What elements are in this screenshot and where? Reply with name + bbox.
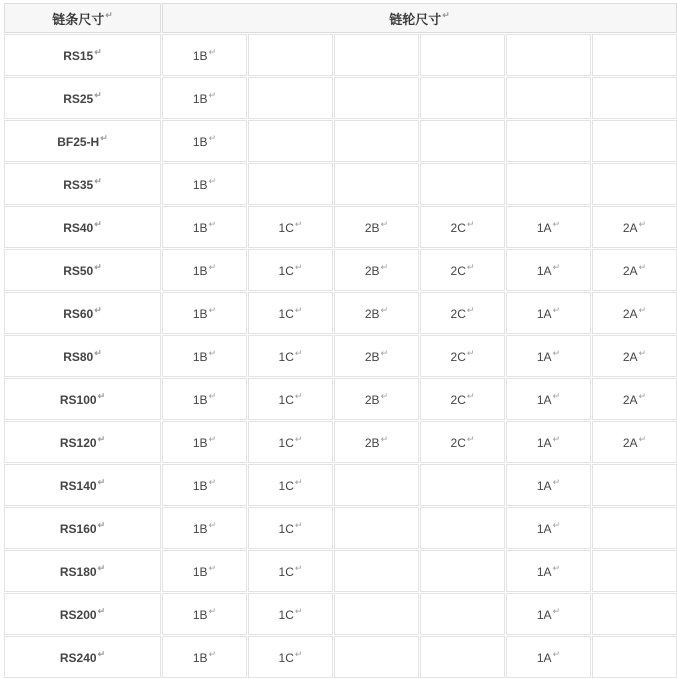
size-cell [592,249,677,291]
empty-cell [334,163,419,205]
size-cell [334,292,419,334]
pilcrow-mark-icon: ↵ [208,176,217,186]
size-value: 1B [192,92,208,106]
size-cell [162,636,247,678]
size-value: 1A [536,479,552,493]
pilcrow-mark-icon: ↵ [94,47,102,57]
row-label: RS160 [59,522,97,536]
size-cell [592,292,677,334]
size-value: 1A [536,307,552,321]
pilcrow-mark-icon: ↵ [442,10,450,21]
row-label: RS80 [63,350,94,364]
table-row [4,34,677,76]
pilcrow-mark-icon: ↵ [638,391,647,401]
size-cell [248,378,333,420]
row-label-cell [4,249,161,291]
empty-cell [420,464,505,506]
row-label: RS25 [63,92,94,106]
empty-cell [420,636,505,678]
pilcrow-mark-icon: ↵ [466,305,475,315]
pilcrow-mark-icon: ↵ [294,219,303,229]
size-cell [506,335,591,377]
size-cell [162,249,247,291]
size-cell [506,636,591,678]
table-row [4,120,677,162]
size-value: 2C [450,436,466,450]
pilcrow-mark-icon: ↵ [466,219,475,229]
size-value: 1C [278,307,294,321]
pilcrow-mark-icon: ↵ [294,262,303,272]
size-cell [248,421,333,463]
size-cell [162,34,247,76]
pilcrow-mark-icon: ↵ [294,391,303,401]
pilcrow-mark-icon: ↵ [94,176,102,186]
size-cell [248,292,333,334]
pilcrow-mark-icon: ↵ [208,606,217,616]
pilcrow-mark-icon: ↵ [208,219,217,229]
pilcrow-mark-icon: ↵ [380,434,389,444]
pilcrow-mark-icon: ↵ [294,649,303,659]
size-value: 1B [192,651,208,665]
size-cell [162,593,247,635]
table-row [4,507,677,549]
size-value: 1B [192,565,208,579]
row-label-cell [4,550,161,592]
empty-cell [592,34,677,76]
size-cell [334,421,419,463]
chain-sprocket-size-table [3,2,677,679]
empty-cell [506,163,591,205]
pilcrow-mark-icon: ↵ [94,90,102,100]
size-value: 2B [364,436,380,450]
pilcrow-mark-icon: ↵ [208,563,217,573]
pilcrow-mark-icon: ↵ [97,520,106,530]
size-value: 1C [278,436,294,450]
size-value: 2A [622,350,638,364]
size-value: 1C [278,393,294,407]
pilcrow-mark-icon: ↵ [208,305,217,315]
size-cell [334,378,419,420]
pilcrow-mark-icon: ↵ [208,90,217,100]
pilcrow-mark-icon: ↵ [380,348,389,358]
size-value: 1C [278,221,294,235]
empty-cell [334,636,419,678]
size-value: 2A [622,264,638,278]
row-label: RS100 [59,393,97,407]
pilcrow-mark-icon: ↵ [638,305,647,315]
pilcrow-mark-icon: ↵ [294,434,303,444]
size-value: 2A [622,393,638,407]
empty-cell [592,464,677,506]
size-value: 1C [278,651,294,665]
size-value: 2B [364,350,380,364]
pilcrow-mark-icon: ↵ [97,477,106,487]
size-cell [162,378,247,420]
pilcrow-mark-icon: ↵ [208,391,217,401]
table-row [4,550,677,592]
size-cell [334,335,419,377]
row-label-cell [4,335,161,377]
pilcrow-mark-icon: ↵ [552,563,561,573]
size-cell [248,550,333,592]
size-cell [162,120,247,162]
empty-cell [334,34,419,76]
pilcrow-mark-icon: ↵ [552,219,561,229]
size-cell [248,464,333,506]
pilcrow-mark-icon: ↵ [97,649,106,659]
size-value: 2C [450,264,466,278]
size-value: 2A [622,221,638,235]
size-value: 2B [364,393,380,407]
size-value: 2B [364,307,380,321]
size-cell [162,77,247,119]
size-value: 1C [278,479,294,493]
size-cell [592,421,677,463]
table-row [4,464,677,506]
table-row [4,292,677,334]
empty-cell [592,120,677,162]
row-label: RS40 [63,221,94,235]
row-label-cell [4,292,161,334]
row-label-cell [4,163,161,205]
size-cell [162,292,247,334]
size-cell [506,249,591,291]
empty-cell [420,507,505,549]
empty-cell [334,464,419,506]
size-cell [420,292,505,334]
empty-cell [420,593,505,635]
pilcrow-mark-icon: ↵ [380,219,389,229]
pilcrow-mark-icon: ↵ [638,262,647,272]
empty-cell [420,120,505,162]
size-value: 1C [278,522,294,536]
pilcrow-mark-icon: ↵ [294,348,303,358]
pilcrow-mark-icon: ↵ [94,219,102,229]
pilcrow-mark-icon: ↵ [638,434,647,444]
size-value: 1A [536,565,552,579]
table-row [4,593,677,635]
size-value: 1B [192,608,208,622]
pilcrow-mark-icon: ↵ [208,348,217,358]
row-label-cell [4,636,161,678]
pilcrow-mark-icon: ↵ [294,520,303,530]
size-value: 1C [278,565,294,579]
size-value: 1C [278,608,294,622]
empty-cell [592,593,677,635]
size-value: 1B [192,178,208,192]
pilcrow-mark-icon: ↵ [552,520,561,530]
size-value: 2C [450,307,466,321]
size-cell [334,249,419,291]
header-sprocket-size [162,3,677,33]
size-cell [592,206,677,248]
pilcrow-mark-icon: ↵ [552,305,561,315]
size-value: 1B [192,522,208,536]
size-cell [248,507,333,549]
pilcrow-mark-icon: ↵ [94,262,102,272]
empty-cell [334,120,419,162]
size-value: 1B [192,479,208,493]
row-label-cell [4,34,161,76]
row-label-cell [4,464,161,506]
size-value: 1A [536,350,552,364]
table-header-row [4,3,677,33]
pilcrow-mark-icon: ↵ [552,649,561,659]
row-label: RS60 [63,307,94,321]
pilcrow-mark-icon: ↵ [466,434,475,444]
pilcrow-mark-icon: ↵ [208,47,217,57]
size-value: 1A [536,608,552,622]
pilcrow-mark-icon: ↵ [380,305,389,315]
size-cell [420,378,505,420]
empty-cell [592,550,677,592]
empty-cell [420,34,505,76]
size-value: 2C [450,393,466,407]
pilcrow-mark-icon: ↵ [100,133,108,143]
row-label: RS120 [59,436,97,450]
pilcrow-mark-icon: ↵ [294,477,303,487]
empty-cell [420,77,505,119]
size-cell [162,206,247,248]
size-cell [506,593,591,635]
pilcrow-mark-icon: ↵ [94,305,102,315]
pilcrow-mark-icon: ↵ [97,606,106,616]
size-value: 1A [536,522,552,536]
table-row [4,163,677,205]
empty-cell [592,636,677,678]
row-label: RS50 [63,264,94,278]
header-chain-size-label: 链条尺寸 [52,11,105,27]
pilcrow-mark-icon: ↵ [552,477,561,487]
pilcrow-mark-icon: ↵ [208,133,217,143]
pilcrow-mark-icon: ↵ [208,520,217,530]
size-cell [334,206,419,248]
size-value: 1C [278,350,294,364]
empty-cell [506,120,591,162]
pilcrow-mark-icon: ↵ [208,434,217,444]
size-cell [506,378,591,420]
header-sprocket-size-label: 链轮尺寸 [389,11,442,27]
size-value: 1B [192,221,208,235]
size-cell [592,378,677,420]
table-row [4,636,677,678]
size-cell [248,335,333,377]
size-cell [506,206,591,248]
pilcrow-mark-icon: ↵ [294,606,303,616]
table-row [4,77,677,119]
size-value: 1B [192,393,208,407]
size-value: 1B [192,49,208,63]
pilcrow-mark-icon: ↵ [97,391,106,401]
size-cell [248,249,333,291]
pilcrow-mark-icon: ↵ [466,262,475,272]
empty-cell [420,163,505,205]
size-cell [248,636,333,678]
row-label: RS200 [59,608,97,622]
size-cell [506,421,591,463]
size-value: 1B [192,307,208,321]
size-value: 2C [450,350,466,364]
size-value: 2B [364,221,380,235]
pilcrow-mark-icon: ↵ [466,348,475,358]
size-cell [248,206,333,248]
row-label-cell [4,378,161,420]
pilcrow-mark-icon: ↵ [97,563,106,573]
row-label-cell [4,206,161,248]
empty-cell [334,550,419,592]
row-label: BF25-H [57,135,100,149]
empty-cell [334,77,419,119]
size-value: 1A [536,436,552,450]
size-value: 1A [536,651,552,665]
size-value: 2A [622,436,638,450]
empty-cell [334,507,419,549]
size-value: 1C [278,264,294,278]
row-label-cell [4,593,161,635]
row-label: RS140 [59,479,97,493]
row-label-cell [4,421,161,463]
size-cell [506,550,591,592]
size-cell [506,507,591,549]
pilcrow-mark-icon: ↵ [380,391,389,401]
size-cell [506,292,591,334]
size-cell [420,335,505,377]
row-label: RS35 [63,178,94,192]
empty-cell [592,507,677,549]
pilcrow-mark-icon: ↵ [105,10,113,21]
size-value: 2A [622,307,638,321]
empty-cell [592,77,677,119]
size-value: 1A [536,264,552,278]
size-cell [248,593,333,635]
empty-cell [592,163,677,205]
pilcrow-mark-icon: ↵ [208,649,217,659]
empty-cell [420,550,505,592]
table-row [4,378,677,420]
pilcrow-mark-icon: ↵ [552,391,561,401]
size-cell [162,163,247,205]
pilcrow-mark-icon: ↵ [294,305,303,315]
table-row [4,206,677,248]
size-cell [506,464,591,506]
row-label: RS15 [63,49,94,63]
row-label: RS240 [59,651,97,665]
pilcrow-mark-icon: ↵ [638,219,647,229]
pilcrow-mark-icon: ↵ [294,563,303,573]
table-row [4,335,677,377]
row-label-cell [4,77,161,119]
empty-cell [506,77,591,119]
empty-cell [248,120,333,162]
empty-cell [334,593,419,635]
size-cell [162,464,247,506]
size-value: 1B [192,135,208,149]
pilcrow-mark-icon: ↵ [208,262,217,272]
empty-cell [248,34,333,76]
size-cell [162,421,247,463]
empty-cell [248,163,333,205]
header-chain-size [4,3,161,33]
pilcrow-mark-icon: ↵ [94,348,102,358]
size-value: 1A [536,393,552,407]
size-cell [162,550,247,592]
size-value: 2B [364,264,380,278]
size-cell [162,335,247,377]
size-value: 1B [192,264,208,278]
pilcrow-mark-icon: ↵ [380,262,389,272]
table-row [4,421,677,463]
size-value: 1B [192,436,208,450]
pilcrow-mark-icon: ↵ [552,262,561,272]
pilcrow-mark-icon: ↵ [552,348,561,358]
table-row [4,249,677,291]
empty-cell [506,34,591,76]
size-value: 1B [192,350,208,364]
size-cell [420,421,505,463]
row-label: RS180 [59,565,97,579]
row-label-cell [4,507,161,549]
pilcrow-mark-icon: ↵ [552,606,561,616]
size-cell [162,507,247,549]
row-label-cell [4,120,161,162]
size-cell [420,206,505,248]
size-cell [420,249,505,291]
pilcrow-mark-icon: ↵ [638,348,647,358]
size-value: 1A [536,221,552,235]
pilcrow-mark-icon: ↵ [97,434,106,444]
pilcrow-mark-icon: ↵ [466,391,475,401]
size-value: 2C [450,221,466,235]
size-cell [592,335,677,377]
empty-cell [248,77,333,119]
pilcrow-mark-icon: ↵ [208,477,217,487]
pilcrow-mark-icon: ↵ [552,434,561,444]
